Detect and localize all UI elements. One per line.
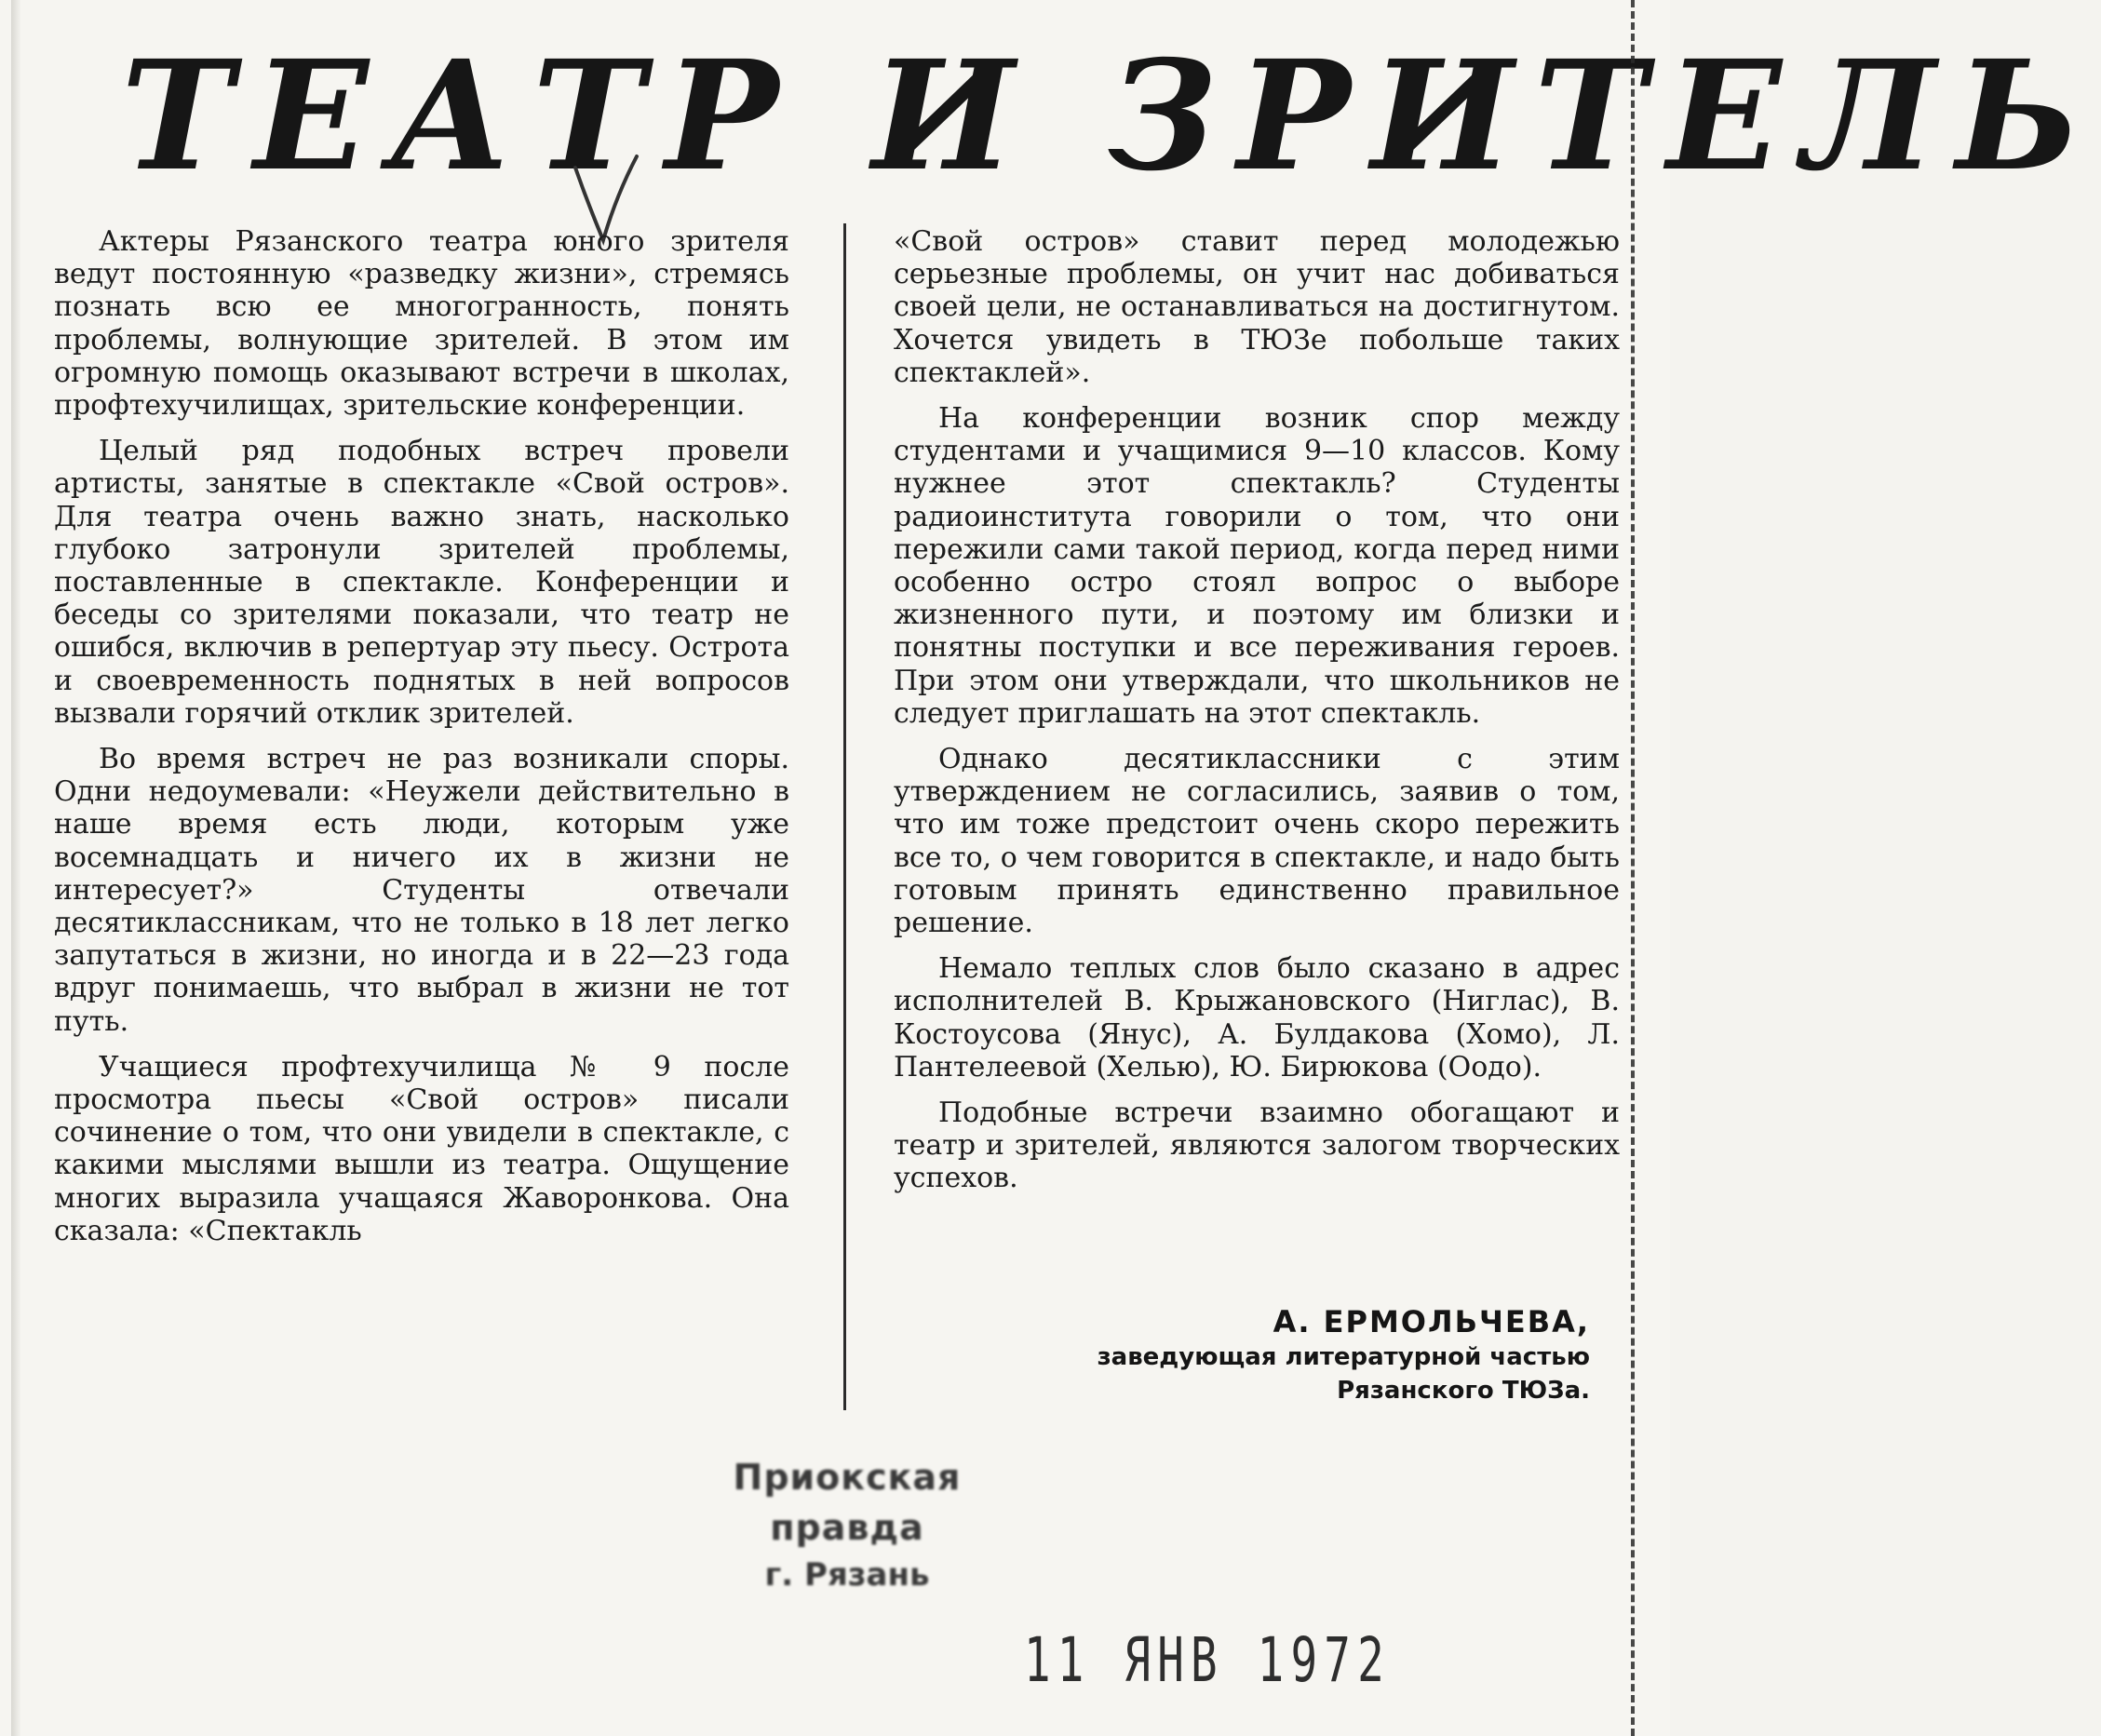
paragraph: На конференции возник спор между студентами и учащимися 9—10 классов. Кому нужнее этот спектакль? Студенты радиоинститута говорили о том, что они пережили сами такой период, когда перед ними особенно остро стоял вопрос о выборе жизненного пути, и поэтому им близки и понятны поступки и все переживания героев. При этом они утверждали, что школьников не следует приглашать на этот спектакль. <box>894 402 1620 730</box>
article-column-right <box>894 225 1620 1208</box>
paragraph-continued: «Свой остров» ставит перед молодежью серьезные проблемы, он учит нас добиваться своей цели, не останавливаться на достигнутом. Хочется увидеть в ТЮЗе побольше таких спектаклей». <box>894 225 1620 389</box>
column-divider <box>843 223 846 1410</box>
author-name: А. ЕРМОЛЬЧЕВА, <box>1273 1304 1590 1339</box>
clipping-edge <box>11 0 20 1736</box>
article-headline: ТЕАТР И ЗРИТЕЛЬ <box>121 28 2101 205</box>
paragraph: Подобные встречи взаимно обогащают и театр и зрителей, являются залогом творческих успехов. <box>894 1097 1620 1195</box>
paragraph: Во время встреч не раз возникали споры. Одни недоумевали: «Неужели действительно в наше время есть люди, которым уже восемнадцать и ничего их в жизни не интересует?» Студенты отвечали десятиклассникам, что не только в 18 лет легко запутаться в жизни, но иногда и в 22—23 года вдруг понимаешь, что выбрал в жизни не тот путь. <box>54 743 789 1038</box>
paragraph: Учащиеся профтехучилища № 9 после просмотра пьесы «Свой остров» писали сочинение о том, что они увидели в спектакле, с какими мыслями вышли из театра. Ощущение многих выразила учащаяся Жаворонкова. Она сказала: «Спектакль <box>54 1050 789 1247</box>
paragraph: Однако десятиклассники с этим утверждением не согласились, заявив о том, что им тоже предстоит очень скоро пережить все то, о чем говорится в спектакле, и надо быть готовым принять единственно правильное решение. <box>894 743 1620 940</box>
perforated-edge <box>1631 0 1635 1736</box>
author-signature <box>959 1303 1592 1407</box>
author-title-line-1: заведующая литературной частью <box>1097 1343 1590 1371</box>
article-column-left <box>54 225 789 1260</box>
stamp-city: г. Рязань <box>764 1556 930 1594</box>
author-title-line-2: Рязанского ТЮЗа. <box>1337 1377 1590 1405</box>
paragraph: Целый ряд подобных встреч провели артисты, занятые в спектакле «Свой остров». Для театра очень важно знать, насколько глубоко затронули зрителей проблемы, поставленные в спектакле. Конференции и беседы со зрителями показали, что театр не ошибся, включив в репертуар эту пьесу. Острота и своевременность поднятых в ней вопросов вызвали горячий отклик зрителей. <box>54 435 789 730</box>
paragraph: Немало теплых слов было сказано в адрес исполнителей В. Крыжановского (Ниглас), В. Костоусова (Янус), А. Булдакова (Хомо), Л. Пантелеевой (Хелью), Ю. Бирюкова (Оодо). <box>894 952 1620 1083</box>
newspaper-source-stamp <box>652 1452 1043 1597</box>
stamp-newspaper-name: Приокская правда <box>733 1457 962 1548</box>
paragraph: Актеры Рязанского театра юного зрителя ведут постоянную «разведку жизни», стремясь познать всю ее многогранность, понять проблемы, волнующие зрителей. В этом им огромную помощь оказывают встречи в школах, профтехучилищах, зрительские конференции. <box>54 225 789 423</box>
date-stamp: 11 ЯНВ 1972 <box>1024 1624 1391 1696</box>
